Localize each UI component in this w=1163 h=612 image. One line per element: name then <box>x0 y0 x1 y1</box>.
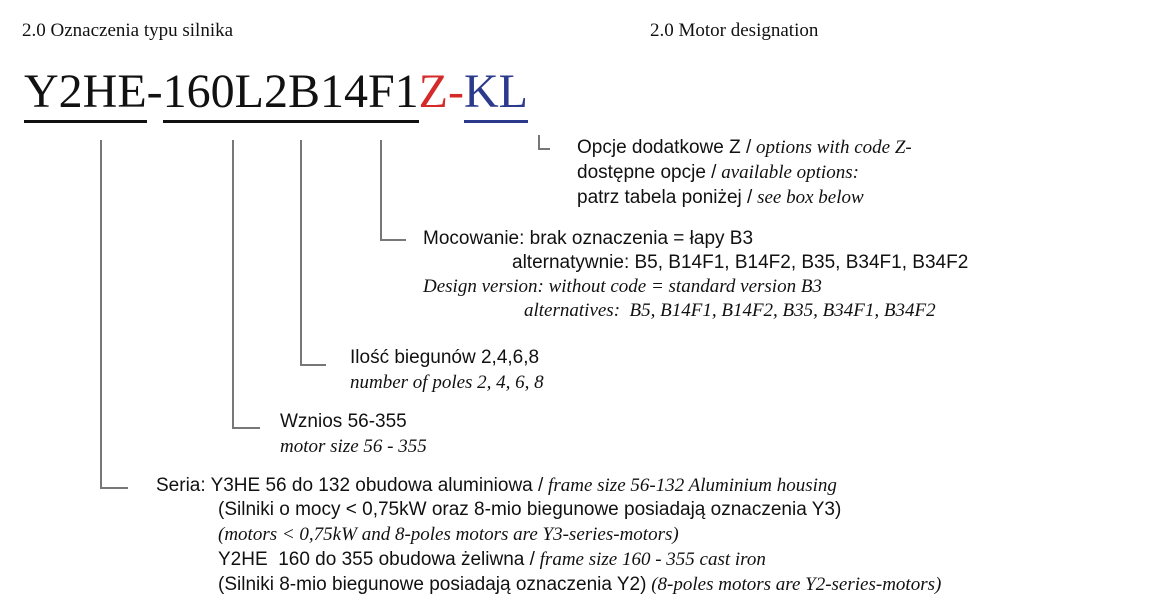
options-line-3: patrz tabela poniżej / see box below <box>577 187 864 208</box>
series-line-5: (Silniki 8-mio biegunowe posiadają oznaczenia Y2) (8-poles motors are Y2-series-motors) <box>218 574 942 595</box>
connector-size-v <box>232 140 234 428</box>
series-line-3: (motors < 0,75kW and 8-poles motors are Y3-series-motors) <box>218 524 679 545</box>
options-line-1: Opcje dodatkowe Z / options with code Z- <box>577 137 912 158</box>
mounting-line-2: alternatywnie: B5, B14F1, B14F2, B35, B34F1, B34F2 <box>512 252 969 273</box>
header-right: 2.0 Motor designation <box>650 20 819 41</box>
connector-mounting-v <box>380 140 382 240</box>
connector-size-h <box>232 427 260 429</box>
code-series: Y2HE <box>24 64 147 123</box>
connector-series-v <box>100 140 102 488</box>
header-left: 2.0 Oznaczenia typu silnika <box>22 20 234 41</box>
motor-code <box>24 64 528 123</box>
series-line-2: (Silniki o mocy < 0,75kW oraz 8-mio biegunowe posiadają oznaczenia Y3) <box>218 499 842 520</box>
connector-poles-h <box>300 364 326 366</box>
code-dash-1: - <box>146 65 163 118</box>
connector-mounting-h <box>380 239 406 241</box>
size-line-2: motor size 56 - 355 <box>280 436 427 457</box>
mounting-line-3: Design version: without code = standard version B3 <box>423 276 822 297</box>
size-line-1: Wznios 56-355 <box>280 411 407 432</box>
connector-poles-v <box>300 140 302 365</box>
series-line-1: Seria: Y3HE 56 do 132 obudowa aluminiowa / frame size 56-132 Aluminium housing <box>156 475 837 496</box>
code-dash-2: - <box>448 65 464 118</box>
code-size-poles-mounting: 160L2B14F1 <box>163 64 419 123</box>
series-line-4: Y2HE 160 do 355 obudowa żeliwna / frame size 160 - 355 cast iron <box>218 549 766 570</box>
code-option-z: Z <box>418 65 448 118</box>
poles-line-2: number of poles 2, 4, 6, 8 <box>350 372 544 393</box>
mounting-line-1: Mocowanie: brak oznaczenia = łapy B3 <box>423 228 754 249</box>
connector-series-h <box>100 487 128 489</box>
connector-options-v <box>538 135 540 149</box>
mounting-line-4: alternatives: B5, B14F1, B14F2, B35, B34F1, B34F2 <box>524 300 936 321</box>
code-kl: KL <box>464 64 528 123</box>
poles-line-1: Ilość biegunów 2,4,6,8 <box>350 347 540 368</box>
connector-options-h <box>538 148 550 150</box>
options-line-2: dostępne opcje / available options: <box>577 162 859 183</box>
